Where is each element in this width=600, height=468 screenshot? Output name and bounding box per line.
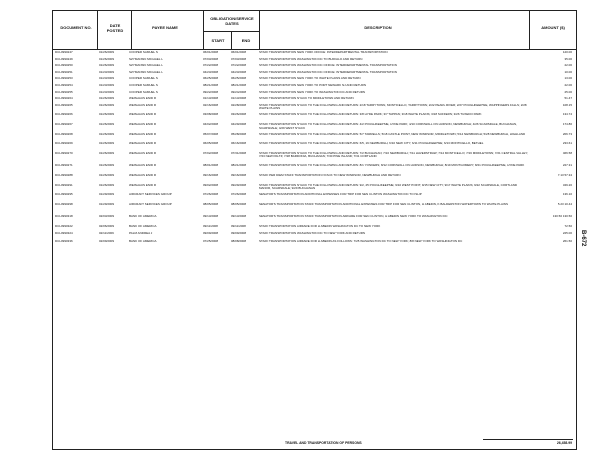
start-date-cell: 06/25/2008 (203, 76, 219, 81)
start-date-cell: 08/21/2008 (203, 82, 219, 87)
amount-cell: 51.47 (564, 96, 572, 101)
date-posted-cell: 01/23/2009 (99, 69, 115, 74)
table-row (53, 193, 576, 201)
header-divider (131, 11, 132, 49)
description-cell: SENATOR'S TRANSPORTATION ADDITIONAL EXPENSES FOR TRIP FOR SEN CLINTON WASHINGTON DC TO ISLIP (259, 192, 422, 197)
table-row (53, 164, 576, 172)
header-description: DESCRIPTION (364, 25, 392, 30)
date-posted-cell: 01/29/2009 (99, 192, 115, 197)
amount-cell: 225.00 (562, 231, 572, 236)
start-date-cell: 07/22/2008 (203, 63, 219, 68)
end-date-cell: 09/24/2008 (231, 89, 247, 94)
payee-cell: SZYMANSKI MICHAEL L (129, 56, 163, 61)
end-date-cell: 08/08/2008 (231, 239, 247, 244)
end-date-cell: 06/25/2008 (231, 76, 247, 81)
document-no-cell: DCL0990271 (55, 163, 73, 168)
payee-cell: BANK OF AMERICA (129, 214, 157, 219)
payee-cell: WEISHAUS ENID R (129, 102, 157, 107)
description-cell: STAFF TRANSPORTATION NYACK TO THE FOLLOWING AND RETURN: 5/7 TARRELLS; 5/18 CASTLE POINT, NEW WINDSOR, MIDDLETOWN; 5/14 NEWBURGH; 5/28 NEWBURGH, HIGHLAND (259, 131, 526, 136)
total-amount: 26,458.99 (556, 441, 572, 445)
description-cell: STAFF TRANSPORTATION NYACK TO THE FOLLOWING AND RETURN: 3/8 HYDE PARK; 3/7 TAPPAN; 3/18 WHITE PLAINS; 3/18 SUFFERN; 3/26 TUXEDO PARK (259, 112, 482, 117)
table-row (53, 133, 576, 141)
document-no-cell: DCL0990254 (55, 82, 73, 87)
end-date-cell: 07/03/2008 (231, 56, 247, 61)
date-posted-cell: 01/26/2009 (99, 102, 115, 107)
date-posted-cell: 01/26/2009 (99, 112, 115, 117)
page-label: B-672 (580, 230, 586, 247)
payee-cell: COOPER SAMUEL S (129, 50, 158, 54)
header-obligation-dates: OBLIGATION/SERVICE DATES (210, 16, 254, 26)
payee-cell: COOPER SAMUEL S (129, 89, 158, 94)
document-no-cell: DCL0990250 (55, 63, 73, 68)
start-date-cell: 08/01/2008 (203, 163, 219, 168)
header-divider (203, 31, 259, 32)
amount-cell: 349.20 (562, 182, 572, 187)
description-cell: STAFF TRANSPORTATION NYACK TO THE FOLLOWING AND RETURN: 8/1 YONKERS; 8/12 CORNWALL ON HUDSON, NEWBURGH; 8/19 MONTGOMERY; 8/21 POUGHKEEPSIE, HYDE PARK (259, 163, 525, 168)
payee-cell: WEISHAUS ENID R (129, 112, 157, 117)
date-posted-cell: 02/06/2009 (99, 223, 115, 228)
table-row (53, 174, 576, 182)
table-row (53, 203, 576, 214)
amount-cell: 25.00 (564, 89, 572, 94)
document-no-cell: DCL0990251 (55, 69, 73, 74)
document-no-cell: DCL0990247 (55, 50, 73, 54)
start-date-cell: 09/13/2008 (203, 214, 219, 219)
description-cell: STAFF PER DIEM STAFF TRANSPORTATION NYACK TO NEW WINDSOR, NEWBURGH AND RETURN (259, 172, 401, 177)
total-rule (483, 439, 573, 440)
table-body (53, 51, 576, 250)
start-date-cell: 04/23/2008 (203, 69, 219, 74)
amount-cell: 72.50 (564, 223, 572, 228)
end-date-cell: 07/26/2008 (231, 192, 247, 197)
description-cell: STAFF TRANSPORTATION AIRFARE FOR H ABEDIN AS FOLLOWS: 7/25 WASHINGTON DC TO NEW YORK; 8/8 NEW YORK TO WASHINGTON DC (259, 239, 463, 244)
amount-cell: 13.00 (564, 76, 572, 81)
date-posted-cell: 01/26/2009 (99, 131, 115, 136)
description-cell: STAFF TRANSPORTATION NYACK TO THE FOLLOWING AND RETURN: 4/2 POUGHKEEPSIE, HYDE PARK; 4/10 CORNWALL ON HUDSON, NEWBURGH; 4/26 SCARSDALE, BUCHANAN, SCARSDALE; 4/29 WEST NYACK (259, 121, 517, 130)
amount-cell: 206.73 (562, 131, 572, 136)
amount-cell: 466.58 (562, 150, 572, 155)
payee-cell: BANK OF AMERICA (129, 223, 157, 228)
amount-cell: 10.00 (564, 69, 572, 74)
description-cell: SENATOR'S TRANSPORTATION STAFF TRANSPORTATION ADDITIONAL EXPENSES FOR TRIP FOR SEN CLINTON, H ABEDIN, K BALDERSTON WATERTOWN TO WHITE PLAINS (259, 201, 508, 206)
payee-cell: WEISHAUS ENID R (129, 182, 157, 187)
document-no-cell: DCL0990249 (55, 56, 73, 61)
header-divider (231, 31, 232, 49)
description-cell: STAFF TRANSPORTATION AIRFARE FOR H ABEDIN WASHINGTON DC TO NEW YORK (259, 223, 381, 228)
table-row (53, 142, 576, 150)
payee-cell: WEISHAUS ENID R (129, 141, 157, 146)
description-cell: STAFF TRANSPORTATION WASHINGTON DC TO NEW YORK AND RETURN (259, 231, 366, 236)
document-no-cell: DCL0990324 (55, 231, 73, 236)
payee-cell: PALM ANDREA J (129, 231, 153, 236)
payee-cell: AIRCRAFT SERVICES GROUP (129, 201, 172, 206)
amount-cell: 136.10 (562, 192, 572, 197)
document-no-cell: DCL0990336 (55, 239, 73, 244)
start-date-cell: 03/08/2008 (203, 112, 219, 117)
header-document-no: DOCUMENT NO. (60, 25, 92, 30)
date-posted-cell: 01/26/2009 (99, 172, 115, 177)
start-date-cell: 07/03/2008 (203, 56, 219, 61)
amount-cell: 22.00 (564, 63, 572, 68)
date-posted-cell: 01/26/2009 (99, 96, 115, 101)
date-posted-cell: 02/03/2009 (99, 214, 115, 219)
end-date-cell: 05/28/2008 (231, 131, 247, 136)
table-row (53, 97, 576, 102)
table-row (53, 113, 576, 121)
header-payee-name: PAYEE NAME (152, 25, 178, 30)
date-posted-cell: 01/26/2009 (99, 63, 115, 68)
document-no-cell: DCL0990318 (55, 214, 73, 219)
table-row (53, 51, 576, 56)
date-posted-cell: 01/26/2009 (99, 56, 115, 61)
end-date-cell: 09/16/2008 (231, 172, 247, 177)
start-date-cell: 09/11/2008 (203, 223, 218, 228)
end-date-cell: 07/31/2008 (231, 150, 247, 155)
start-date-cell: 09/09/2008 (203, 231, 219, 236)
start-date-cell: 06/01/2008 (203, 50, 219, 54)
header-divider (259, 11, 260, 49)
end-date-cell: 08/21/2008 (231, 163, 247, 168)
amount-cell: 22.00 (564, 82, 572, 87)
amount-cell: 134.74 (562, 112, 572, 117)
description-cell: STAFF TRANSPORTATION WASHINGTON DC TO BUFFALO AND RETURN (259, 56, 363, 61)
description-cell: SENATOR'S TRANSPORTATION STAFF TRANSPORTATION AIRFARE FOR SEN CLINTON, H ABEDIN NEW YORK TO WASHINGTON DC (259, 214, 448, 219)
table-row (53, 91, 576, 96)
end-date-cell: 09/13/2008 (231, 214, 247, 219)
document-no-cell: DCL0990298 (55, 201, 73, 206)
payee-cell: SZYMANSKI MICHAEL L (129, 63, 163, 68)
description-cell: STAFF TRANSPORTATION NEW YORK OFFICE: INTERDEPARTMENTAL TRANSPORTATION (259, 50, 388, 54)
payee-cell: AIRCRAFT SERVICES GROUP (129, 192, 172, 197)
amount-cell: 233.61 (562, 141, 572, 146)
document-no-cell: DCL0990266 (55, 112, 73, 117)
end-date-cell: 09/11/2008 (231, 223, 246, 228)
start-date-cell: 01/13/2008 (203, 96, 219, 101)
date-posted-cell: 01/26/2009 (99, 182, 115, 187)
table-row (53, 232, 576, 238)
description-cell: STAFF TRANSPORTATION NYACK TO THE FOLLOWING AND RETURN: 6/5, 19 NEWBURGH, 6/10 NEW CITY; 6/11 POUGHKEEPSIE; 6/13 MONTICELLO, BETHEL (259, 141, 484, 146)
date-posted-cell: 01/26/2009 (99, 121, 115, 126)
amount-cell: 7.13 57.34 (557, 172, 572, 177)
description-cell: STAFF TRANSPORTATION WASHINGTON DC OFFICE: INTERDEPARTMENTAL TRANSPORTATION (259, 63, 397, 68)
end-date-cell: 08/21/2008 (231, 82, 247, 87)
date-posted-cell: 02/09/2009 (99, 239, 115, 244)
start-date-cell: 04/02/2008 (203, 121, 219, 126)
total-label: TRAVEL AND TRANSPORTATION OF PERSONS (285, 441, 362, 445)
table-row (53, 104, 576, 112)
date-posted-cell: 01/26/2009 (99, 141, 115, 146)
description-cell: STAFF TRANSPORTATION NYACK TO THE FOLLOWING AND RETURN: 2/18 TARRYTOWN, MONTICELLO, TARRYTOWN; 2/22 PEARL RIVER; 2/27 POUGHKEEPSIE, WAPPINGERS FALLS; 2/28 WHITE PLAINS (259, 102, 527, 111)
date-posted-cell: 01/23/2009 (99, 82, 115, 87)
amount-cell: 174.86 (562, 121, 572, 126)
payee-cell: WEISHAUS ENID R (129, 96, 157, 101)
start-date-cell: 09/02/2008 (203, 182, 219, 187)
date-posted-cell: 02/11/2009 (99, 231, 114, 236)
table-row (53, 123, 576, 131)
description-cell: STAFF TRANSPORTATION NEW YORK TO WHITE PLAINS AND RETURN (259, 76, 361, 81)
start-date-cell: 07/25/2008 (203, 239, 219, 244)
start-date-cell: 07/26/2008 (203, 192, 219, 197)
amount-cell: 5.23 10.44 (557, 201, 572, 206)
header-amount: AMOUNT ($) (541, 25, 565, 30)
table-row (53, 215, 576, 223)
header-divider (203, 11, 204, 49)
payee-cell: WEISHAUS ENID R (129, 121, 157, 126)
date-posted-cell: 01/26/2009 (99, 150, 115, 155)
header-start: START (211, 38, 225, 43)
document-no-cell: DCL0990265 (55, 102, 73, 107)
document-no-cell: DCL0990295 (55, 192, 73, 197)
header-date-posted: DATE POSTED (106, 23, 124, 33)
amount-cell: 120.00 (562, 50, 572, 54)
payee-cell: COOPER SAMUEL S (129, 82, 158, 87)
payee-cell: COOPER SAMUEL S (129, 76, 158, 81)
document-no-cell: DCL0990291 (55, 182, 73, 187)
document-no-cell: DCL0990255 (55, 89, 73, 94)
table-row (53, 77, 576, 82)
end-date-cell: 01/13/2008 (231, 96, 247, 101)
end-date-cell: 03/26/2008 (231, 112, 247, 117)
start-date-cell: 06/05/2008 (203, 141, 219, 146)
start-date-cell: 02/16/2008 (203, 102, 219, 107)
description-cell: STAFF TRANSPORTATION WASHINGTON DC OFFICE: INTERDEPARTMENTAL TRANSPORTATION (259, 69, 397, 74)
payee-cell: BANK OF AMERICA (129, 239, 157, 244)
document-no-cell: DCL0990264 (55, 96, 73, 101)
document-no-cell: DCL0990322 (55, 223, 73, 228)
table-header (53, 11, 576, 50)
start-date-cell: 07/02/2008 (203, 150, 219, 155)
date-posted-cell: 01/26/2009 (99, 50, 115, 54)
payee-cell: WEISHAUS ENID R (129, 131, 157, 136)
description-cell: STAFF TRANSPORTATION NEW YORK TO WASHINGTON DC AND RETURN (259, 89, 366, 94)
table-row (53, 58, 576, 63)
table-row (53, 240, 576, 248)
date-posted-cell: 01/23/2009 (99, 89, 115, 94)
end-date-cell: 09/09/2008 (231, 231, 247, 236)
table-row (53, 71, 576, 76)
document-no-cell: DCL0990288 (55, 172, 73, 177)
table-row (53, 64, 576, 69)
document-no-cell: DCL0990270 (55, 150, 73, 155)
table-row (53, 225, 576, 231)
amount-cell: 35.00 (564, 56, 572, 61)
document-no-cell: DCL0990267 (55, 121, 73, 126)
amount-cell: 130.50 130.50 (552, 214, 572, 219)
start-date-cell: 09/16/2008 (203, 172, 219, 177)
start-date-cell: 08/05/2008 (203, 201, 219, 206)
header-divider (529, 11, 530, 49)
description-cell: STAFF TRANSPORTATION NYACK TO THE FOLLOWING AND RETURN: 7/2 BUCHANAN; 7/10 NEWBURGH; 7/11 HAVERSTRAW; 7/14 MONTICELLO; 7/16 MIDDLETOWN; 7/21 CENTRAL VALLEY; 7/23 NEW PALTZ; 7/28 BARDONIA, BUCHANAN; 7/30 PINE ISLAND; 7/31 CORTLAND (259, 150, 529, 159)
start-date-cell: 09/22/2008 (203, 89, 219, 94)
end-date-cell: 09/29/2008 (231, 182, 247, 187)
table-row (53, 184, 576, 192)
end-date-cell: 02/28/2008 (231, 102, 247, 107)
end-date-cell: 07/22/2008 (231, 63, 247, 68)
payee-cell: SZYMANSKI MICHAEL L (129, 69, 163, 74)
header-end: END (241, 38, 251, 43)
end-date-cell: 04/29/2008 (231, 121, 247, 126)
amount-cell: 261.50 (562, 239, 572, 244)
end-date-cell: 08/05/2008 (231, 201, 247, 206)
table-row (53, 152, 576, 163)
date-posted-cell: 01/29/2009 (99, 201, 115, 206)
end-date-cell: 04/23/2008 (231, 69, 247, 74)
date-posted-cell: 01/23/2009 (99, 76, 115, 81)
description-cell: STAFF TRANSPORTATION NYACK TO THE FOLLOWING AND RETURN: 9/2, 25 POUGHKEEPSIE; 9/10 WEST POINT; 9/15 NEW CITY; 9/17 WHITE PLAINS; 9/22 SCARSDALE, CORTLAND MANOR, SCARSDALE; 9/29 BUCHANAN (259, 182, 518, 191)
description-cell: STAFF TRANSPORTATION NEW YORK TO PORT NEWARK NJ AND RETURN (259, 82, 367, 87)
document-no-cell: DCL0990253 (55, 76, 73, 81)
ledger-sheet (52, 10, 577, 450)
payee-cell: WEISHAUS ENID R (129, 150, 157, 155)
table-row (53, 84, 576, 89)
end-date-cell: 06/01/2008 (231, 50, 247, 54)
document-no-cell: DCL0990268 (55, 131, 73, 136)
amount-cell: 108.15 (562, 102, 572, 107)
payee-cell: WEISHAUS ENID R (129, 172, 157, 177)
date-posted-cell: 01/26/2009 (99, 163, 115, 168)
document-no-cell: DCL0990269 (55, 141, 73, 146)
description-cell: STAFF TRANSPORTATION NYACK TO MIDDLETOWN AND RETURN (259, 96, 354, 101)
start-date-cell: 05/07/2008 (203, 131, 219, 136)
header-divider (97, 11, 98, 49)
end-date-cell: 06/16/2008 (231, 141, 247, 146)
amount-cell: 227.31 (562, 163, 572, 168)
payee-cell: WEISHAUS ENID R (129, 163, 157, 168)
